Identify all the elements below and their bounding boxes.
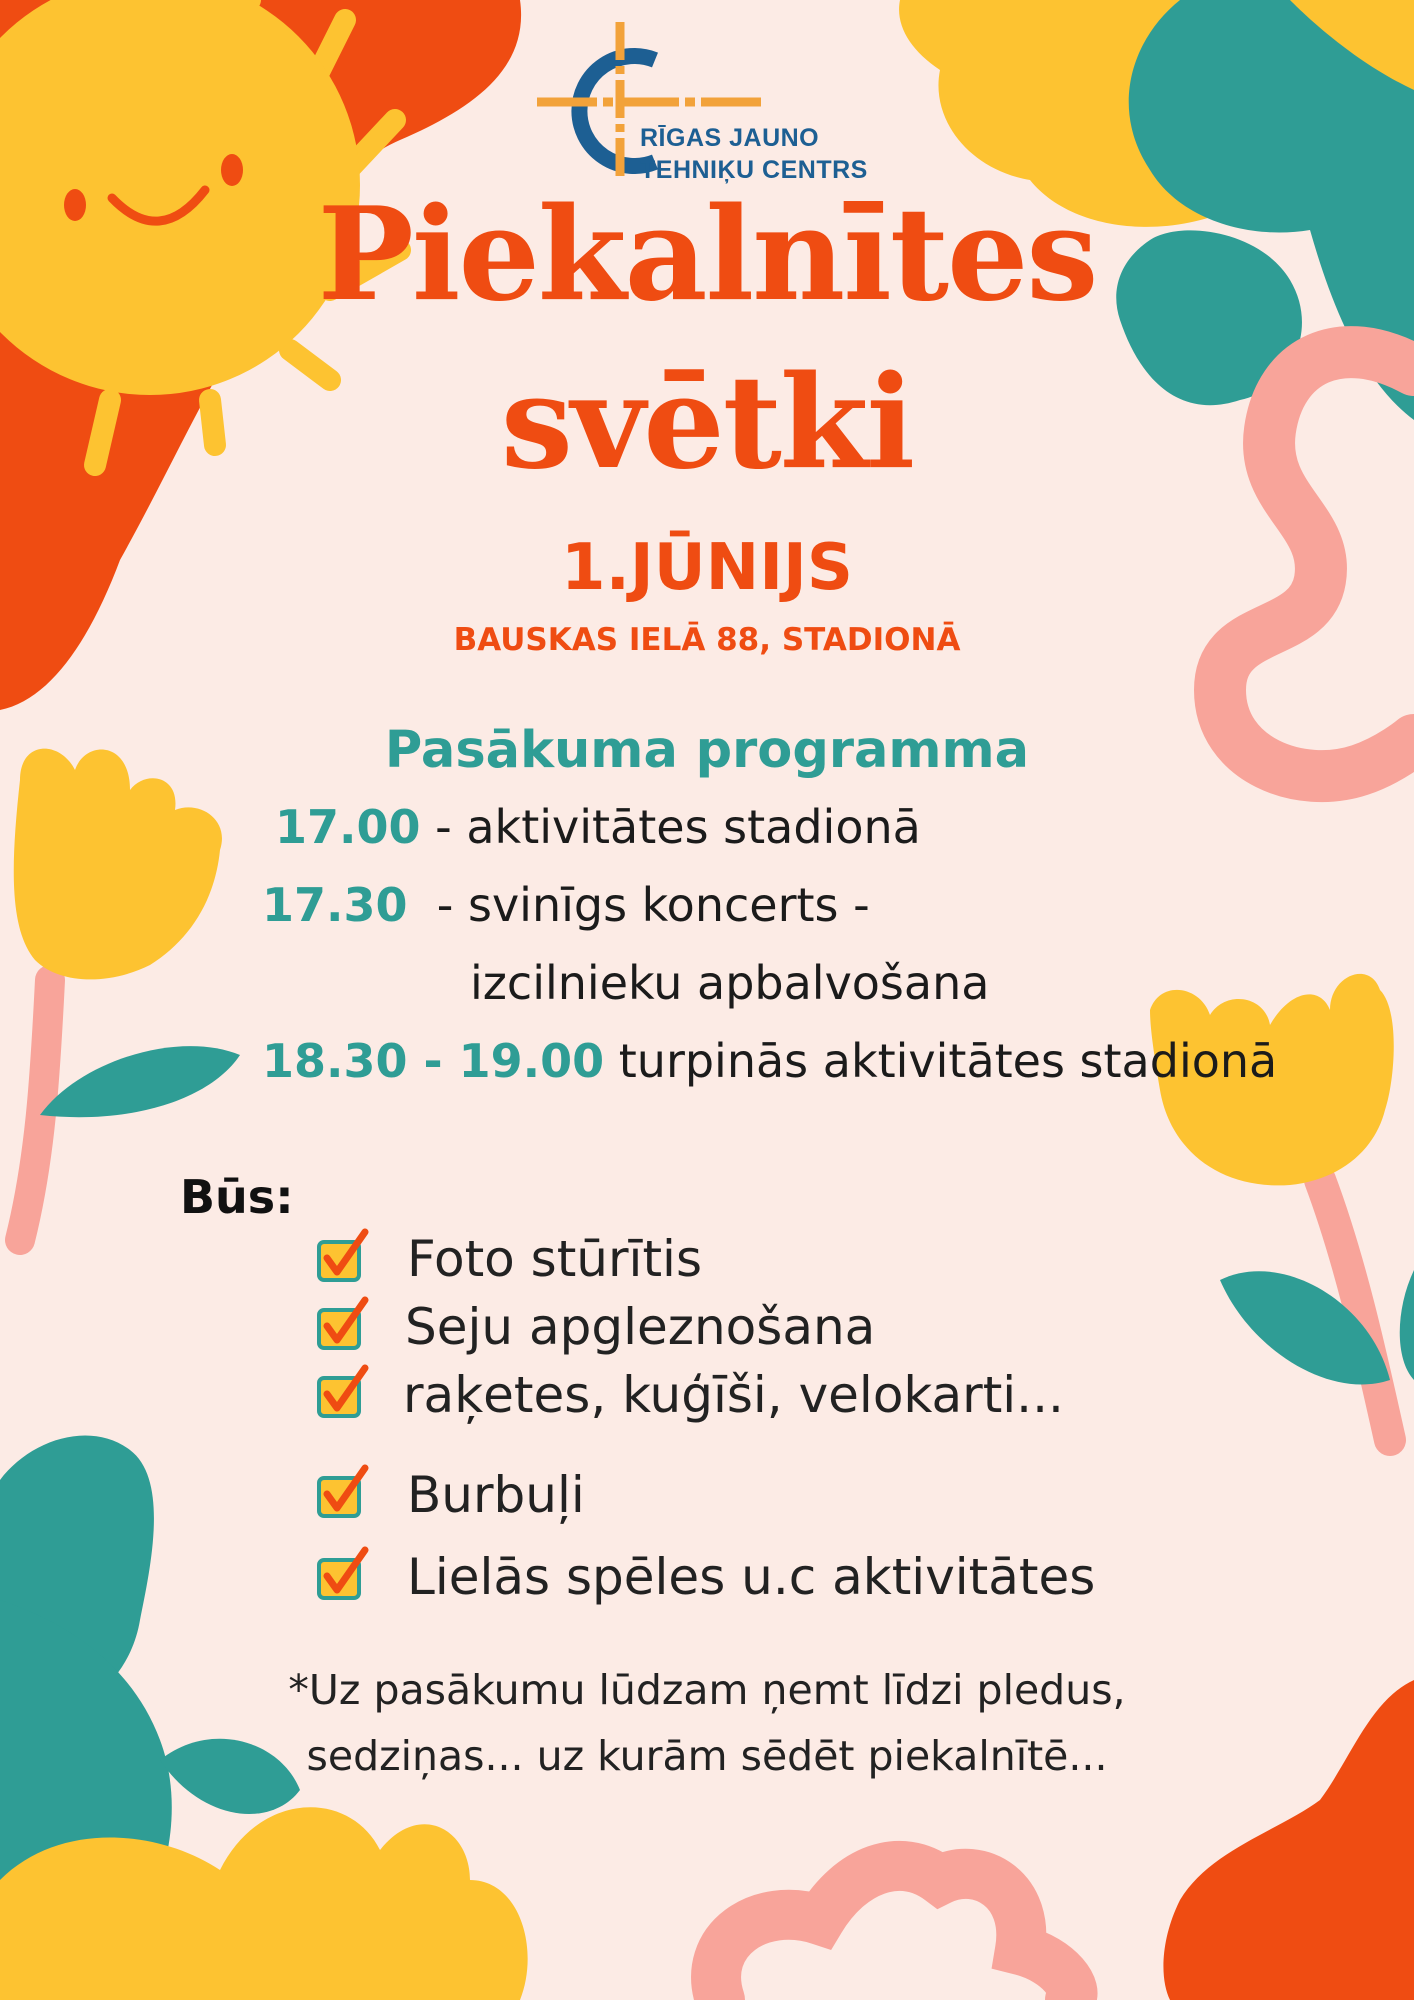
feature-label-4: Burbuļi bbox=[407, 1466, 585, 1524]
program-time-2: 17.30 bbox=[262, 878, 408, 932]
footnote-line-2: sedziņas... uz kurām sēdēt piekalnītē... bbox=[306, 1732, 1108, 1780]
program-text-3: turpinās aktivitātes stadionā bbox=[618, 1034, 1278, 1088]
teal-leaf-right-4 bbox=[1400, 1270, 1414, 1380]
program-text-2b: izcilnieku apbalvošana bbox=[470, 956, 990, 1010]
program-heading: Pasākuma programma bbox=[384, 721, 1030, 780]
title-line-2: svētki bbox=[500, 348, 914, 498]
program-row-2-continued bbox=[470, 954, 989, 1012]
checkbox-checked-icon bbox=[315, 1546, 371, 1602]
feature-label-1: Foto stūrītis bbox=[407, 1230, 702, 1288]
program-row-3 bbox=[262, 1032, 1277, 1090]
program-time-1: 17.00 bbox=[275, 800, 421, 854]
footnote-line-1: *Uz pasākumu lūdzam ņemt līdzi pledus, bbox=[288, 1666, 1126, 1714]
program-row-1 bbox=[275, 798, 921, 856]
program-row-2 bbox=[262, 876, 870, 934]
logo-line-2: TEHNIĶU CENTRS bbox=[640, 156, 868, 184]
logo-text bbox=[640, 122, 868, 186]
checkbox-checked-icon bbox=[315, 1228, 371, 1284]
teal-leaf-left bbox=[40, 1046, 240, 1117]
feature-label-3: raķetes, kuģīši, velokarti... bbox=[403, 1366, 1064, 1424]
checkbox-checked-icon bbox=[315, 1296, 371, 1352]
features-heading: Būs: bbox=[180, 1170, 294, 1224]
feature-label-2: Seju apgleznošana bbox=[405, 1298, 876, 1356]
event-address: BAUSKAS IELĀ 88, STADIONĀ bbox=[453, 622, 961, 658]
feature-label-5: Lielās spēles u.c aktivitātes bbox=[407, 1548, 1096, 1606]
title-line-1: Piekalnītes bbox=[317, 180, 1097, 330]
program-text-1: - aktivitātes stadionā bbox=[435, 800, 921, 854]
event-date: 1.JŪNIJS bbox=[561, 531, 853, 605]
program-time-3: 18.30 - 19.00 bbox=[262, 1034, 605, 1088]
program-text-2: - svinīgs koncerts - bbox=[436, 878, 870, 932]
logo-line-1: RĪGAS JAUNO bbox=[640, 124, 820, 152]
pink-squiggle-bottom bbox=[716, 1866, 1072, 2000]
checkbox-checked-icon bbox=[315, 1464, 371, 1520]
checkbox-checked-icon bbox=[315, 1364, 371, 1420]
